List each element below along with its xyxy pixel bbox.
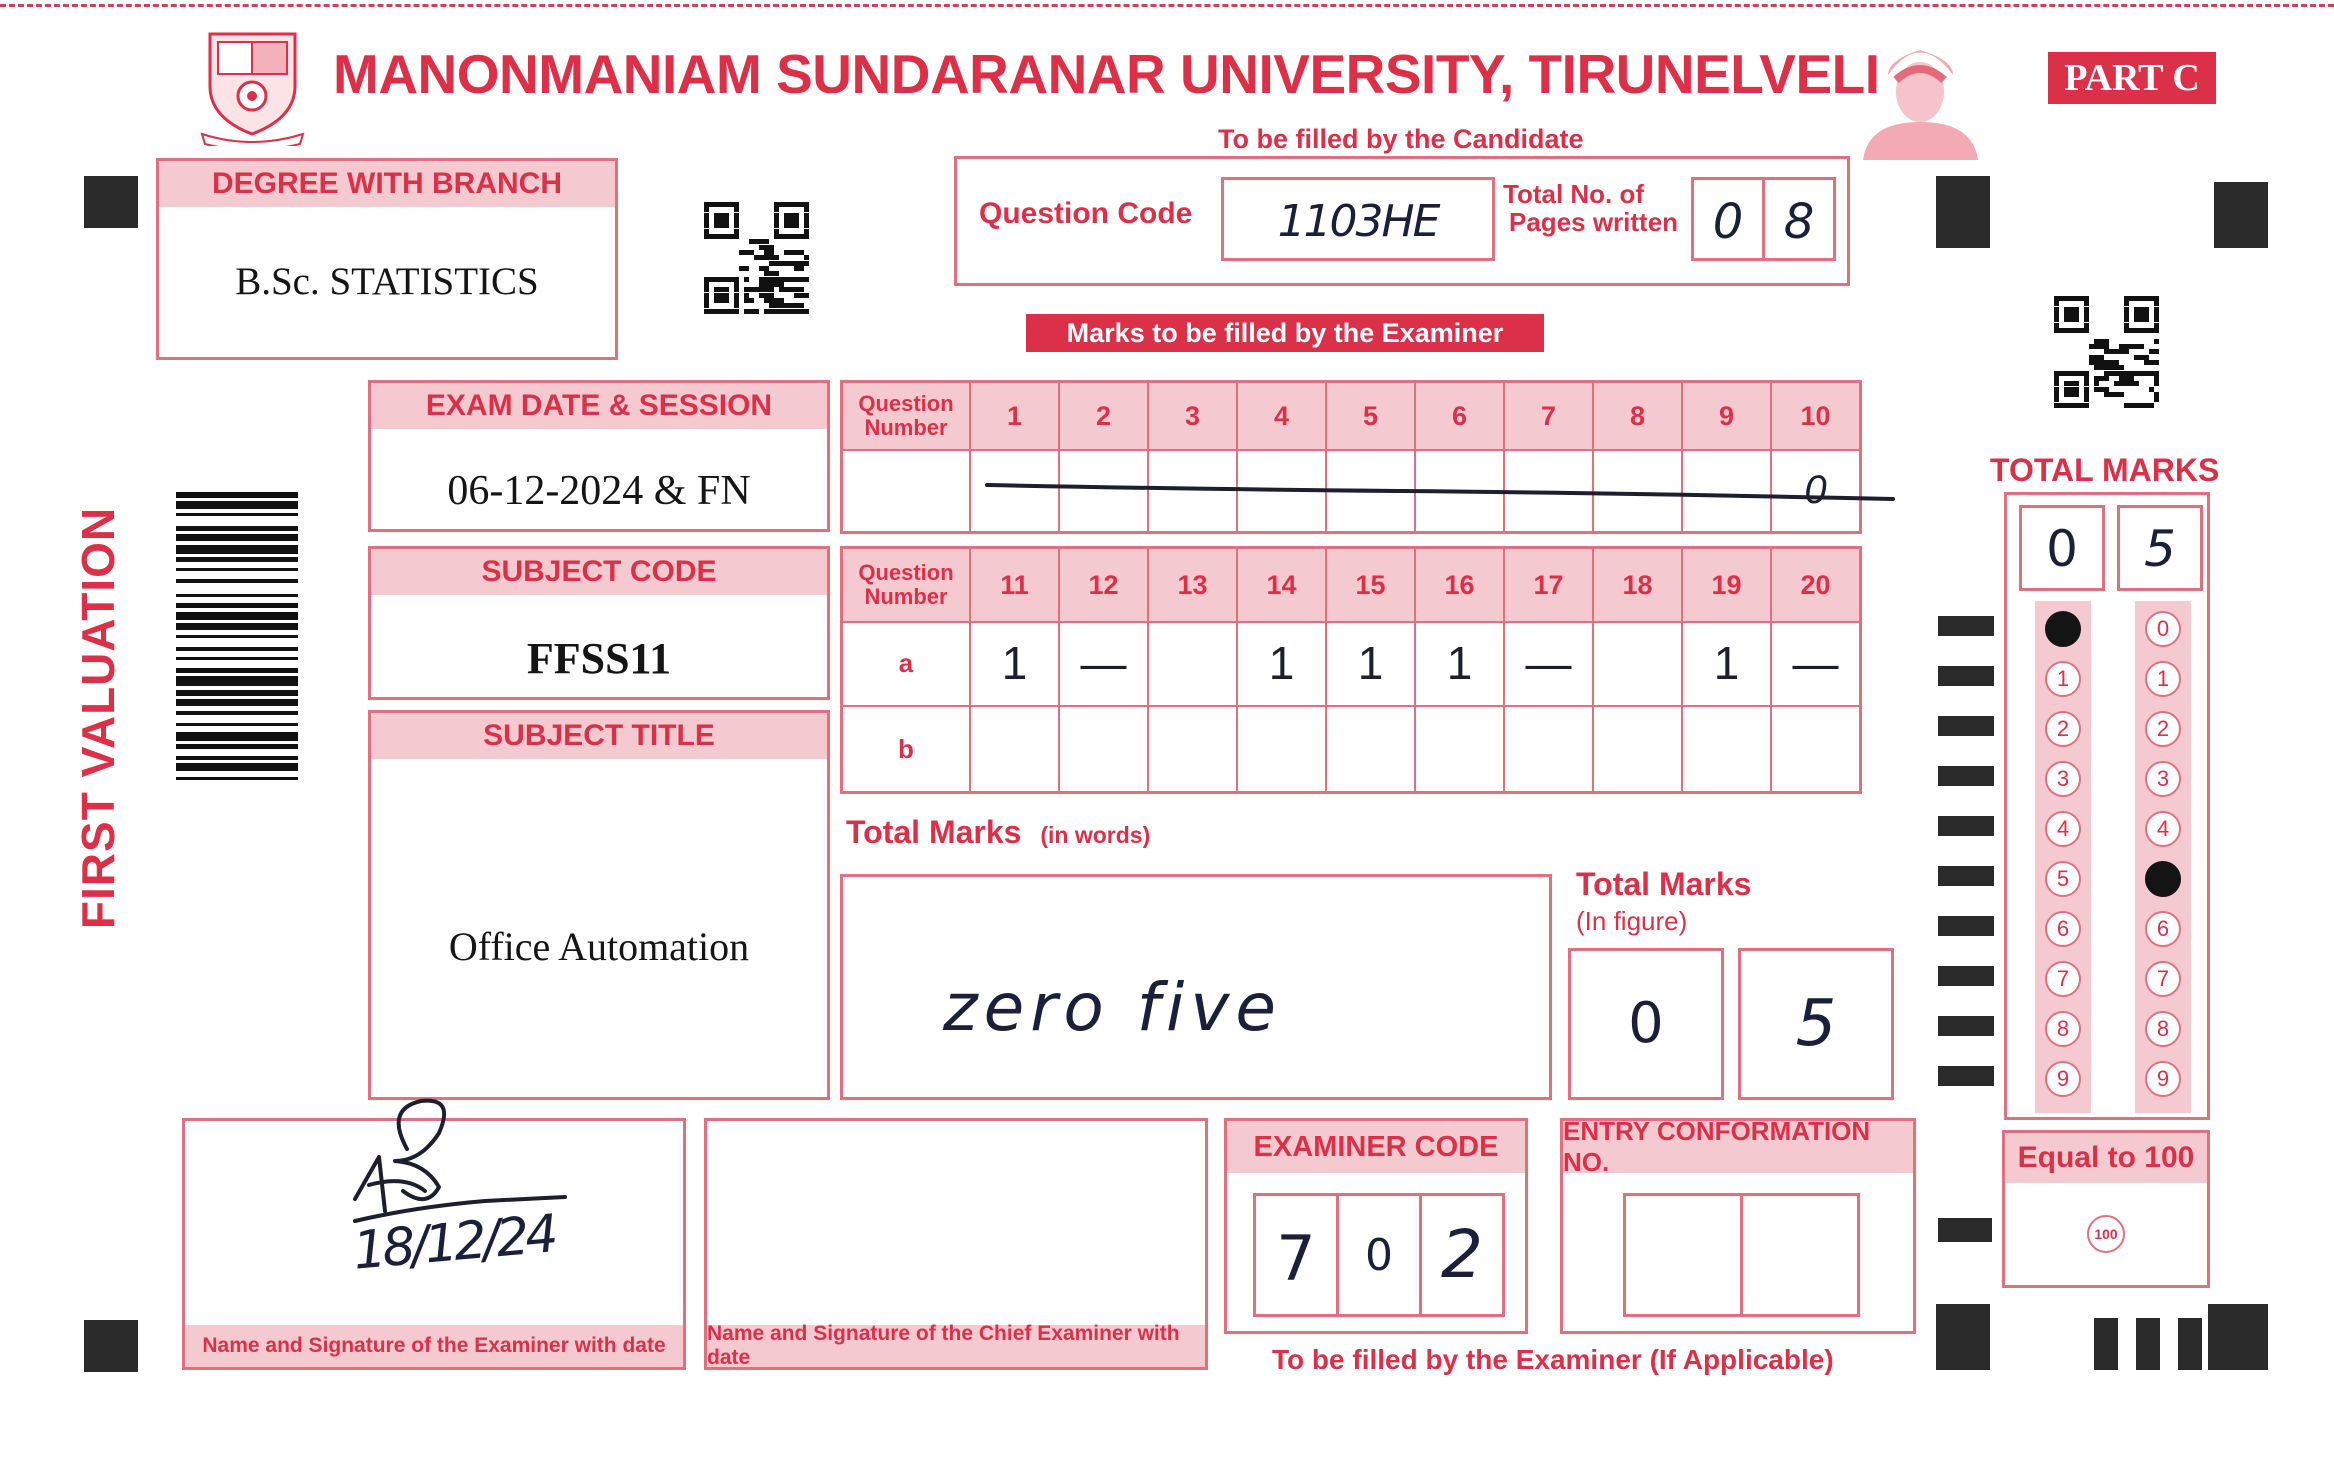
entry-conformation-box	[1560, 1118, 1916, 1334]
total-marks-digit-1[interactable]	[2019, 505, 2105, 591]
subject-title-value: Office Automation	[448, 924, 750, 969]
barcode-bar	[176, 623, 298, 630]
timing-mark	[2178, 1318, 2202, 1370]
barcode-bar	[176, 557, 298, 562]
qr-code	[2054, 296, 2166, 408]
total-words-label: Total Marks	[846, 814, 1022, 850]
timing-mark	[1938, 816, 1994, 836]
question-number: 3	[1149, 383, 1238, 449]
mark-cell-a[interactable]: 1	[1416, 621, 1505, 707]
qr-module	[2154, 365, 2159, 370]
grid-qlabel-cell	[843, 383, 971, 449]
mark-bubble[interactable]: 7	[2045, 961, 2081, 997]
timing-mark	[1938, 866, 1994, 886]
barcode-bar	[176, 668, 298, 673]
total-marks-digit-2[interactable]	[2117, 505, 2203, 591]
mark-bubble[interactable]: 6	[2045, 911, 2081, 947]
pages-label-1: Total No. of	[1503, 179, 1645, 209]
question-number: 11	[971, 549, 1060, 621]
qr-module	[804, 298, 809, 303]
examiner-code-digit-1[interactable]	[1253, 1193, 1339, 1317]
total-figure-digit-2-value: 5	[1795, 987, 1837, 1061]
entry-conformation-label: ENTRY CONFORMATION NO.	[1563, 1121, 1913, 1173]
mark-cell-a[interactable]: 1	[1238, 621, 1327, 707]
question-number: 12	[1060, 549, 1149, 621]
barcode-bar	[176, 526, 298, 531]
degree-label: DEGREE WITH BRANCH	[159, 161, 615, 207]
footer-note: To be filled by the Examiner (If Applicable)	[1272, 1344, 1834, 1375]
mark-bubble[interactable]: 5	[2045, 861, 2081, 897]
qr-module	[2154, 312, 2159, 317]
qlabel-2: Number	[864, 584, 948, 609]
timing-mark	[84, 176, 138, 228]
timing-mark	[2208, 1304, 2268, 1370]
question-code-value: 1103HE	[1277, 196, 1439, 247]
barcode-bar	[176, 732, 298, 741]
exam-date-label: EXAM DATE & SESSION	[371, 383, 827, 429]
timing-mark	[1938, 1066, 1994, 1086]
qr-module	[804, 234, 809, 239]
row-b-text: b	[898, 733, 914, 764]
qr-module	[2154, 387, 2159, 392]
mark-bubble[interactable]: 1	[2145, 661, 2181, 697]
qr-module	[2154, 296, 2159, 301]
mark-bubble[interactable]: 2	[2145, 711, 2181, 747]
timing-mark	[1938, 616, 1994, 636]
barcode-bar	[176, 711, 298, 715]
subject-code-label: SUBJECT CODE	[371, 549, 827, 595]
mark-cell-b[interactable]	[1416, 707, 1505, 791]
chief-signature-box	[704, 1118, 1208, 1370]
timing-mark	[2214, 182, 2268, 248]
total-figure-digit-1[interactable]	[1568, 948, 1724, 1100]
qr-module	[804, 213, 809, 218]
qr-module	[804, 245, 809, 250]
barcode	[176, 492, 298, 962]
qr-module	[2154, 333, 2159, 338]
qr-module	[2154, 328, 2159, 333]
question-number: 15	[1327, 549, 1416, 621]
mark-bubble[interactable]: 8	[2145, 1011, 2181, 1047]
barcode-bar	[176, 635, 298, 638]
total-words-value: zero five	[943, 969, 1282, 1046]
timing-mark	[1936, 1304, 1990, 1370]
barcode-bar	[176, 612, 298, 620]
qr-module	[2154, 344, 2159, 349]
mark-cell-b[interactable]	[1505, 707, 1594, 791]
examiner-signature-box	[182, 1118, 686, 1370]
marks-grid-bottom	[840, 546, 1862, 794]
timing-mark	[1938, 766, 1994, 786]
qr-module	[804, 277, 809, 282]
part-label: PART C	[2064, 57, 2200, 99]
mark-bubble[interactable]: 1	[2045, 661, 2081, 697]
qr-module	[2154, 392, 2159, 397]
exam-date-value: 06-12-2024 & FN	[447, 468, 751, 514]
qr-module	[2154, 323, 2159, 328]
barcode-bar	[176, 647, 298, 651]
examiner-note-banner	[1026, 314, 1544, 352]
founder-portrait	[1858, 30, 1983, 160]
total-figure-small: (In figure)	[1576, 906, 1688, 936]
qr-module	[804, 271, 809, 276]
question-number: 8	[1594, 383, 1683, 449]
question-number: 6	[1416, 383, 1505, 449]
qr-module	[2154, 360, 2159, 365]
mark-bubble[interactable]: 6	[2145, 911, 2181, 947]
total-marks-digit-2-value: 5	[2144, 520, 2176, 578]
question-number: 10	[1800, 400, 1831, 431]
examiner-code-box	[1224, 1118, 1528, 1334]
chief-sign-label: Name and Signature of the Chief Examiner with date	[707, 1325, 1205, 1367]
mark-bubble[interactable]: 4	[2145, 811, 2181, 847]
timing-mark	[1938, 916, 1994, 936]
mark-cell-b[interactable]	[1772, 707, 1859, 791]
question-number: 16	[1416, 549, 1505, 621]
qr-module	[804, 250, 809, 255]
timing-mark	[84, 1320, 138, 1372]
mark-bubble[interactable]: 4	[2045, 811, 2081, 847]
question-number: 13	[1149, 549, 1238, 621]
qr-module	[804, 207, 809, 212]
total-marks-title: TOTAL MARKS	[1990, 452, 2220, 488]
mark-cell-a[interactable]: —	[1772, 621, 1859, 707]
timing-mark	[1938, 666, 1994, 686]
qr-module	[2154, 371, 2159, 376]
barcode-bar	[176, 744, 298, 749]
mark-cell-b[interactable]	[1238, 707, 1327, 791]
qr-module	[804, 239, 809, 244]
barcode-bar	[176, 690, 298, 696]
degree-box	[156, 158, 618, 360]
qr-module	[804, 293, 809, 298]
qr-module	[2154, 301, 2159, 306]
mark-cell-a[interactable]: 1	[1327, 621, 1416, 707]
qlabel-2: Number	[864, 415, 948, 440]
mark-bubble[interactable]: 0	[2145, 611, 2181, 647]
subject-code-value: FFSS11	[526, 634, 672, 683]
subject-title-box	[368, 710, 830, 1100]
subject-code-box	[368, 546, 830, 700]
barcode-bar	[176, 699, 298, 706]
first-valuation-label: FIRST VALUATION	[72, 506, 124, 930]
barcode-bar	[176, 657, 298, 660]
barcode-bar	[176, 513, 298, 516]
mark-cell-b[interactable]	[1683, 707, 1772, 791]
mark-bubble[interactable]: 8	[2045, 1011, 2081, 1047]
mark-cell-a[interactable]	[1149, 621, 1238, 707]
question-number: 18	[1594, 549, 1683, 621]
mark-cell[interactable]: 0	[1804, 467, 1827, 512]
qlabel-1: Question	[858, 560, 954, 585]
mark-cell-b[interactable]	[1149, 707, 1238, 791]
qr-module	[2154, 307, 2159, 312]
pages-digit-2-value: 8	[1783, 194, 1815, 250]
total-marks-digit-1-value: 0	[2046, 520, 2078, 578]
barcode-bar	[176, 676, 298, 686]
pages-digit-2[interactable]	[1762, 177, 1836, 261]
total-figure-digit-2[interactable]	[1738, 948, 1894, 1100]
qr-code	[704, 202, 816, 314]
examiner-note-text: Marks to be filled by the Examiner	[1066, 317, 1504, 348]
qr-module	[804, 223, 809, 228]
question-number: 19	[1683, 549, 1772, 621]
qr-module	[2154, 397, 2159, 402]
qr-module	[2154, 317, 2159, 322]
grid-empty-cell	[843, 449, 971, 531]
timing-mark	[1938, 1218, 1992, 1242]
university-title: MANONMANIAM SUNDARANAR UNIVERSITY, TIRUNELVELI	[333, 43, 1880, 105]
qr-module	[804, 309, 809, 314]
mark-cell-a[interactable]: —	[1060, 621, 1149, 707]
examiner-sign-label: Name and Signature of the Examiner with date	[185, 1325, 683, 1367]
mark-cell-b[interactable]	[1327, 707, 1416, 791]
qr-module	[2154, 376, 2159, 381]
mark-bubble[interactable]: 9	[2045, 1061, 2081, 1097]
examiner-code-digit-1-value: 7	[1276, 1222, 1316, 1295]
mark-cell-b[interactable]	[971, 707, 1060, 791]
mark-bubble[interactable]: 2	[2045, 711, 2081, 747]
mark-bubble[interactable]: 3	[2145, 761, 2181, 797]
mark-bubble[interactable]: 0	[2045, 611, 2081, 647]
timing-mark	[1938, 966, 1994, 986]
mark-bubble[interactable]: 3	[2045, 761, 2081, 797]
qr-module	[2154, 349, 2159, 354]
row-a-text: a	[898, 647, 914, 678]
question-code-field[interactable]	[1221, 177, 1495, 261]
timing-mark	[1938, 716, 1994, 736]
qr-module	[804, 287, 809, 292]
qlabel-1: Question	[858, 391, 954, 416]
equal-100-box	[2002, 1130, 2210, 1288]
equal-100-label: Equal to 100	[2005, 1133, 2207, 1183]
question-code-box	[954, 156, 1850, 286]
question-number: 4	[1238, 383, 1327, 449]
perforation-line	[0, 4, 2334, 7]
examiner-code-digit-2-value: 0	[1365, 1230, 1393, 1281]
examiner-code-digit-2[interactable]	[1336, 1193, 1422, 1317]
mark-bubble[interactable]: 9	[2145, 1061, 2181, 1097]
timing-mark	[1936, 176, 1990, 248]
total-figure-label: Total Marks	[1576, 866, 1752, 902]
qr-module	[804, 255, 809, 260]
mark-cell-a[interactable]: —	[1505, 621, 1594, 707]
mark-cell-a[interactable]: 1	[971, 621, 1060, 707]
barcode-bar	[176, 756, 298, 760]
examiner-code-label: EXAMINER CODE	[1227, 1121, 1525, 1173]
qr-module	[804, 218, 809, 223]
qr-module	[2154, 381, 2159, 386]
timing-mark	[2136, 1318, 2160, 1370]
mark-cell-b[interactable]	[1594, 707, 1683, 791]
examiner-code-digit-3-value: 2	[1441, 1216, 1483, 1293]
barcode-bar	[176, 763, 298, 771]
qr-module	[804, 229, 809, 234]
barcode-bar	[176, 501, 298, 509]
examiner-sign-date: 18/12/24	[350, 1204, 557, 1282]
mark-bubble[interactable]: 7	[2145, 961, 2181, 997]
qr-module	[804, 261, 809, 266]
qr-module	[2154, 403, 2159, 408]
entry-conformation-field-1[interactable]	[1623, 1193, 1743, 1317]
degree-value: B.Sc. STATISTICS	[235, 260, 539, 303]
barcode-bar	[176, 545, 298, 554]
pages-label-2: Pages written	[1509, 207, 1679, 237]
subject-title-label: SUBJECT TITLE	[371, 713, 827, 759]
barcode-bar	[176, 603, 298, 608]
university-emblem	[200, 26, 305, 146]
barcode-bar	[176, 777, 298, 780]
question-number: 1	[971, 383, 1060, 449]
grid-qlabel-cell	[843, 549, 971, 621]
row-a-label	[843, 621, 971, 707]
question-number: 5	[1327, 383, 1416, 449]
mark-cell-a[interactable]: 1	[1683, 621, 1772, 707]
total-words-field[interactable]	[840, 874, 1552, 1100]
question-number: 20	[1800, 569, 1831, 600]
qr-module	[804, 266, 809, 271]
barcode-bar	[176, 594, 298, 597]
row-b-label	[843, 707, 971, 791]
marks-grid-top	[840, 380, 1862, 534]
question-number: 14	[1238, 549, 1327, 621]
timing-mark	[1938, 1016, 1994, 1036]
barcode-bar	[176, 723, 298, 726]
total-marks-panel	[2004, 492, 2210, 1120]
part-badge	[2048, 52, 2216, 104]
examiner-code-digit-3[interactable]	[1419, 1193, 1505, 1317]
candidate-note: To be filled by the Candidate	[1218, 124, 1584, 154]
entry-conformation-field-2[interactable]	[1740, 1193, 1860, 1317]
question-code-label: Question Code	[979, 197, 1193, 230]
qr-module	[804, 303, 809, 308]
total-figure-digit-1-value: 0	[1628, 991, 1664, 1056]
mark-cell-b[interactable]	[1060, 707, 1149, 791]
mark-cell-a[interactable]	[1594, 621, 1683, 707]
mark-bubble[interactable]: 5	[2145, 861, 2181, 897]
total-words-small: (in words)	[1040, 822, 1151, 848]
qr-module	[2154, 339, 2159, 344]
exam-date-box	[368, 380, 830, 532]
barcode-bar	[176, 492, 298, 498]
question-number: 9	[1683, 383, 1772, 449]
barcode-bar	[176, 579, 298, 583]
barcode-bar	[176, 568, 298, 571]
barcode-bar	[176, 534, 298, 541]
qr-module	[2154, 355, 2159, 360]
question-number: 17	[1505, 549, 1594, 621]
pages-digit-1[interactable]	[1691, 177, 1765, 261]
timing-mark	[2094, 1318, 2118, 1370]
total-words-title	[846, 814, 1150, 851]
question-number: 7	[1505, 383, 1594, 449]
question-number: 2	[1060, 383, 1149, 449]
strike-line	[983, 463, 1903, 523]
qr-module	[804, 282, 809, 287]
qr-module	[804, 202, 809, 207]
pages-digit-1-value: 0	[1712, 194, 1744, 250]
equal-100-bubble[interactable]: 100	[2087, 1215, 2125, 1253]
